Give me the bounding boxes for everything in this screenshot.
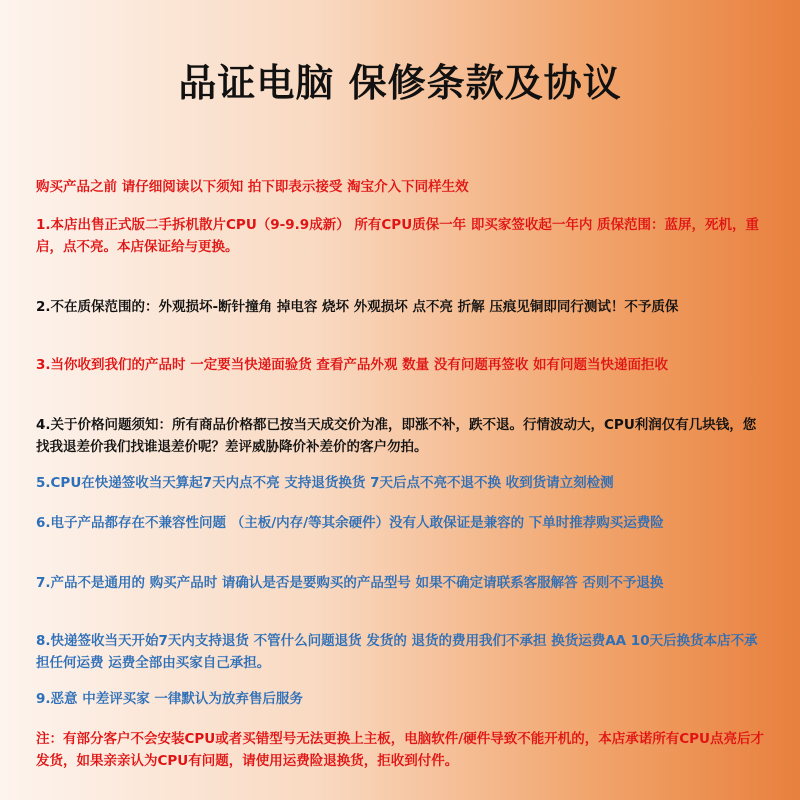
page-title: 品证电脑 保修条款及协议 [178,61,622,105]
term-1: 1.本店出售正式版二手拆机散片CPU（9-9.9成新） 所有CPU质保一年 即买家签收起一年内 质保范围：蓝屏，死机，重启，点不亮。本店保证给与更换。 [36,217,760,255]
term-5: 5.CPU在快递签收当天算起7天内点不亮 支持退货换货 7天后点不亮不退不换 收到货请立刻检测 [36,475,614,491]
term-7: 7.产品不是通用的 购买产品时 请确认是否是要购买的产品型号 如果不确定请联系客服解答 否则不予退换 [36,575,664,591]
term-6: 6.电子产品都存在不兼容性问题 （主板/内存/等其余硬件）没有人敢保证是兼容的 下单时推荐购买运费险 [36,515,664,531]
term-2: 2.不在质保范围的：外观损坏-断针撞角 掉电容 烧坏 外观损坏 点不亮 折解 压痕见铜即同行测试！不予质保 [36,299,679,315]
term-9: 9.恶意 中差评买家 一律默认为放弃售后服务 [36,691,303,707]
footer-note: 注：有部分客户不会安装CPU或者买错型号无法更换上主板，电脑软件/硬件导致不能开机的，本店承诺所有CPU点亮后才发货，如果亲亲认为CPU有问题，请使用运费险退换货，拒收到付件。 [36,731,764,769]
intro-notice: 购买产品之前 请仔细阅读以下须知 拍下即表示接受 淘宝介入下同样生效 [36,179,469,195]
term-3: 3.当你收到我们的产品时 一定要当快递面验货 查看产品外观 数量 没有问题再签收 如有问题当快递面拒收 [36,357,669,373]
term-4: 4.关于价格问题须知：所有商品价格都已按当天成交价为准，即涨不补，跌不退。行情波动大，CPU利润仅有几块钱，您找我退差价我们找谁退差价呢？差评威胁降价补差价的客户勿拍。 [36,417,757,455]
term-8: 8.快递签收当天开始7天内支持退货 不管什么问题退货 发货的 退货的费用我们不承担 换货运费AA 10天后换货本店不承担任何运费 运费全部由买家自己承担。 [36,633,758,671]
